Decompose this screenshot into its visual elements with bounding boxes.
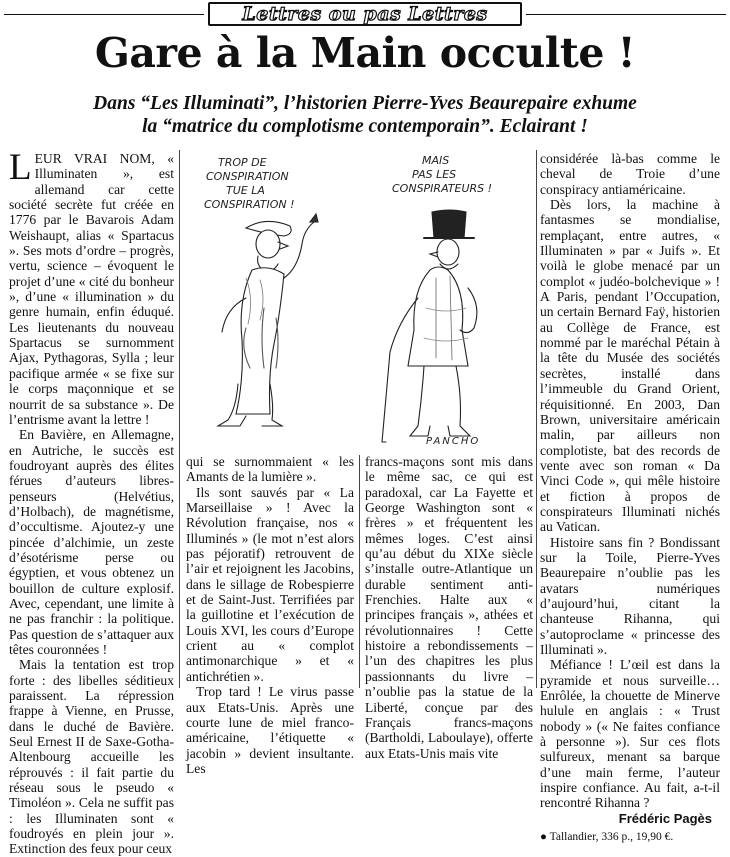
book-reference: ● Tallandier, 336 p., 19,90 €. bbox=[540, 831, 674, 844]
paragraph: Dès lors, la machine à fantasmes se mondialise, remplaçant, entre autres, « Illuminaten » par « Juifs ». Et voilà le globe menacé par un complot « judéo-bolchevique » ! A Paris, pendant l’Occupation, un certain Bernard Faÿ, historien au Collège de France, est nommé par le maréchal Pétain à la tête du Musée des sociétés secrètes, installé dans l’immeuble du Grand Orient, réquisitionné. En 2003, Dan Brown, universitaire américain malin, par ailleurs non complotiste, bat des records de vente avec son roman « Da Vinci Code », qui mêle histoire et fiction à propos de conspirateurs Illuminati nichés au Vatican. bbox=[540, 197, 720, 535]
paragraph: Mais la tentation est trop forte : des libelles séditieux paraissent. La répression frappe à Vienne, en Prusse, dans le duché de Bavière. Seul Ernest II de Saxe-Gotha-Altenbourg accueille les réprouvés : il fait partie du réseau sous le pseudo « Timoléon ». Cela ne suffit pas : les Illuminaten sont « foudroyés en plein jour ». Extinction des feux pour ceux bbox=[9, 657, 174, 857]
paragraph-text: EUR VRAI NOM, « Illuminaten », est allemand car cette société secrète fut créée en 1776 par le Bavarois Adam Weishaupt, alias « Spartacus ». Ses mots d’ordre – progrès, vertu, science – évoquent le projet d’une « cité du bonheur », d’une « illumination » du genre humain, enfin éduqué. Les lieutenants du nouveau Spartacus se surnomment Ajax, Pythagoras, Sylla ; leur pacifique armée « se fixe sur le corps maçonnique et se nourrit de sa substance ». De l’entrisme avant la lettre ! bbox=[9, 151, 174, 427]
paragraph: qui se surnommaient « les Amants de la lumière ». bbox=[186, 454, 354, 485]
column-divider-3 bbox=[536, 150, 537, 688]
paragraph: Méfiance ! L’œil est dans la pyramide et nous surveille… Enrôlée, la chouette de Minerve hulule en anglais : « Trust nobody » (« Ne faites confiance à personne »). Sur ces flots sulfureux, menant sa barque d’une main ferme, l’auteur inspire confiance. Au fait, a-t-il rencontré Rihanna ? bbox=[540, 657, 720, 811]
cartoon-right-speech-3: CONSPIRATEURS ! bbox=[392, 182, 493, 195]
headline: Gare à la Main occulte ! bbox=[94, 29, 636, 77]
column-divider-1 bbox=[179, 150, 180, 688]
cartoon-left-figure bbox=[218, 214, 318, 426]
rubric-label: Lettres ou pas Lettres bbox=[242, 3, 488, 25]
paragraph: francs-maçons sont mis dans le même sac, ce qui est paradoxal, car La Fayette et George Washington sont « frères » et fréquentent les mêmes loges. C’est ainsi qu’au début du XIXe siècle s’installe outre-Atlantique un durable sentiment anti-Frenchies. Halte aux « principes français », athées et révolutionnaires ! Cette histoire a rebondissements – l’un des chapitres les plus passionnants du livre – n’oublie pas la statue de la Liberté, conçue par des Français francs-maçons (Bartholdi, Laboulaye), offerte aux Etats-Unis mais vite bbox=[365, 454, 533, 761]
cartoon-left-speech-2: CONSPIRATION bbox=[206, 170, 289, 183]
lede bbox=[40, 92, 690, 138]
paragraph: Histoire sans fin ? Bondissant sur la Toile, Pierre-Yves Beaurepaire n’oublie pas les avatars numériques d’aujourd’hui, citant la chanteuse Rihanna, qui s’autoproclame « princesse des Illuminati ». bbox=[540, 534, 720, 657]
column-divider-2 bbox=[359, 455, 360, 688]
rubric-rule-left bbox=[4, 14, 204, 15]
author-byline: Frédéric Pagès bbox=[618, 810, 712, 826]
paragraph: Ils sont sauvés par « La Marseillaise » ! Avec la Révolution française, nos « Illuminés » (le mot n’est alors pas péjoratif) retrouvent de l’air et rejoignent les Jacobins, dans le sillage de Robespierre et de Saint-Just. Terrifiées par la guillotine et l’exécution de Louis XVI, les cours d’Europe crient au « complot antimonarchique » et « antichrétien ». bbox=[186, 484, 354, 684]
cartoon-signature: PANCHO bbox=[426, 436, 481, 447]
drop-cap: L bbox=[9, 147, 32, 188]
rubric-banner bbox=[208, 2, 522, 26]
article-column-4 bbox=[540, 151, 720, 844]
cartoon-left-speech-1: TROP DE bbox=[218, 156, 267, 169]
cartoon-illustration bbox=[186, 148, 532, 452]
article-column-1 bbox=[9, 147, 174, 857]
paragraph: considérée là-bas comme le cheval de Troie d’une conspiracy antiaméricaine. bbox=[540, 151, 720, 197]
cartoon-left-speech-3: TUE LA bbox=[226, 184, 265, 197]
cartoon-right-speech-2: PAS LES bbox=[412, 168, 457, 181]
paragraph bbox=[9, 147, 174, 427]
article-column-2 bbox=[186, 454, 354, 776]
rubric-rule-right bbox=[526, 14, 726, 15]
cartoon-left-speech-4: CONSPIRATION ! bbox=[204, 198, 295, 211]
lede-line-1: Dans “Les Illuminati”, l’historien Pierre-Yves Beaurepaire exhume bbox=[93, 93, 637, 114]
lede-line-2: la “matrice du complotisme contemporain”. Eclairant ! bbox=[142, 116, 588, 137]
cartoon-right-speech-1: MAIS bbox=[422, 154, 450, 167]
article-column-3 bbox=[365, 454, 533, 761]
cartoon-right-figure bbox=[382, 210, 477, 442]
paragraph: Trop tard ! Le virus passe aux Etats-Unis. Après une courte lune de miel franco-américaine, l’étiquette « jacobin » devient insultante. Les bbox=[186, 684, 354, 776]
paragraph: En Bavière, en Allemagne, en Autriche, le succès est foudroyant auprès des élites férues d’auteurs libres-penseurs (Helvétius, d’Holbach), de magnétisme, d’occultisme. Ajoutez-y une pincée d’alchimie, un zeste d’ésotérisme perse ou égyptien, et vous obtenez un bouillon de culture explosif. Avec, cependant, une limite à ne pas franchir : la politique. Pas question de s’attaquer aux têtes couronnées ! bbox=[9, 427, 174, 657]
